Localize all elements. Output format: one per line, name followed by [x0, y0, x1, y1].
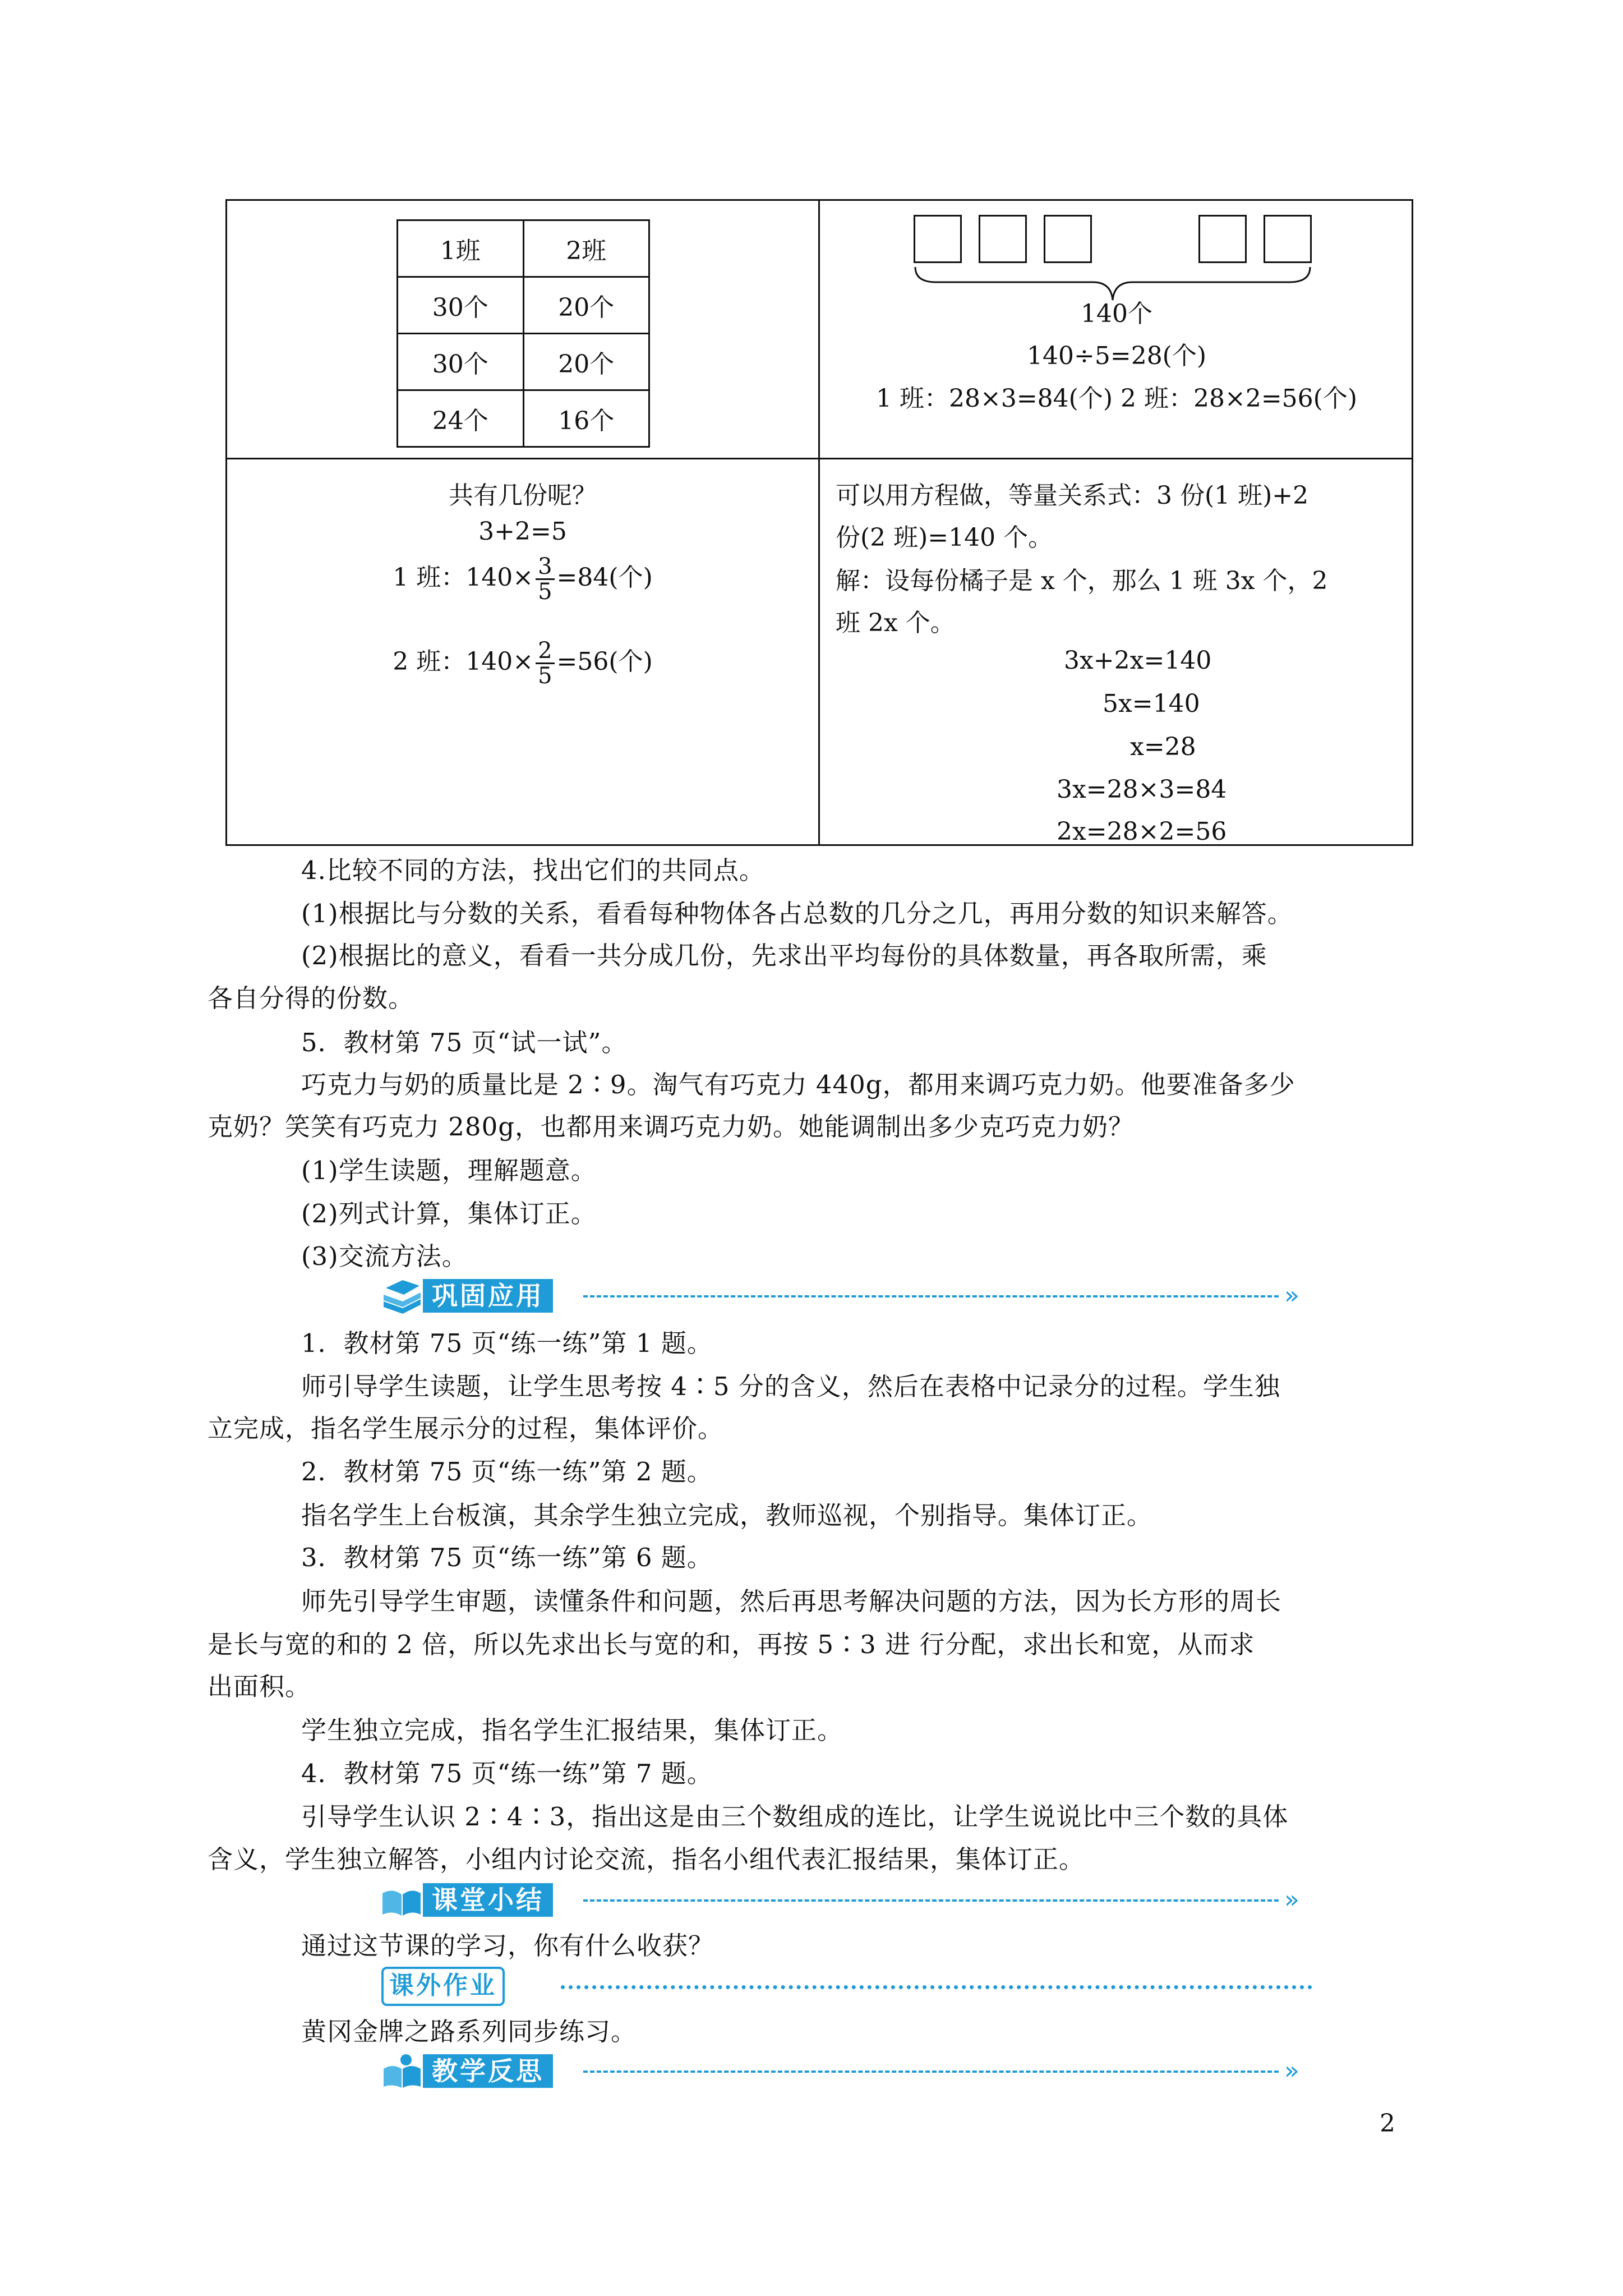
equation-setup-line2: 班 2x 个。 [836, 609, 955, 637]
paragraph: 含义，学生独立解答，小组内讨论交流，指名小组代表汇报结果，集体订正。 [208, 1844, 1085, 1874]
numerator: 2 [536, 639, 554, 664]
paragraph: 3．教材第 75 页“练一练”第 6 题。 [301, 1543, 713, 1572]
reflection-book-icon [380, 2052, 424, 2091]
paragraph: (2)列式计算，集体订正。 [301, 1199, 597, 1228]
banner-dashed-line [583, 1295, 1279, 1297]
open-book-icon [380, 1881, 424, 1920]
equation-step: 5x=140 [1103, 689, 1200, 718]
share-box [979, 215, 1027, 263]
methods-table [225, 199, 1413, 846]
class1-fraction-calc [227, 555, 818, 604]
paragraph: 5．教材第 75 页“试一试”。 [301, 1028, 628, 1057]
banner-label: 巩固应用 [423, 1279, 553, 1313]
paragraph: 师引导学生读题，让学生思考按 4∶5 分的含义，然后在表格中记录分的过程。学生独 [301, 1372, 1280, 1401]
class2-prefix: 2 班：140× [393, 647, 534, 676]
paragraph: (1)学生读题，理解题意。 [301, 1156, 597, 1185]
table-cell: 24个 [398, 390, 524, 447]
share-box [1198, 215, 1247, 263]
cell-equation-method [820, 459, 1413, 846]
paragraph: 学生独立完成，指名学生汇报结果，集体订正。 [301, 1715, 843, 1745]
fraction [536, 639, 554, 688]
paragraph: 1．教材第 75 页“练一练”第 1 题。 [301, 1328, 713, 1358]
banner-label: 课堂小结 [423, 1883, 553, 1917]
total-label: 140个 [1081, 300, 1152, 328]
page-number: 2 [1380, 2109, 1395, 2138]
class2-suffix: =56(个) [556, 647, 653, 676]
class-distribution-table [396, 219, 650, 448]
banner-homework [0, 1967, 1324, 2006]
banner-label: 课外作业 [381, 1967, 505, 2006]
share-sum: 3+2=5 [478, 517, 567, 546]
paragraph: 是长与宽的和的 2 倍，所以先求出长与宽的和，再按 5∶3 进 行分配，求出长和宽，从而求 [208, 1630, 1255, 1659]
paragraph: 黄冈金牌之路系列同步练习。 [301, 2017, 637, 2046]
paragraph: 通过这节课的学习，你有什么收获？ [301, 1931, 714, 1961]
cell-list-method [227, 201, 818, 458]
paragraph: 各自分得的份数。 [208, 983, 414, 1013]
paragraph: 巧克力与奶的质量比是 2∶9。淘气有巧克力 440g，都用来调巧克力奶。他要准备多少 [301, 1070, 1295, 1099]
banner-summary [380, 1881, 1322, 1920]
banner-dotted-line [561, 1985, 1312, 1989]
class-results: 1 班：28×3=84(个) 2 班：28×2=56(个) [875, 384, 1358, 413]
paragraph: 引导学生认识 2∶4∶3，指出这是由三个数组成的连比，让学生说说比中三个数的具体 [301, 1802, 1289, 1832]
paragraph: 4.比较不同的方法，找出它们的共同点。 [301, 855, 765, 885]
share-box [1044, 215, 1092, 263]
banner-label: 教学反思 [423, 2054, 553, 2088]
table-row [398, 390, 649, 447]
equation-intro-line1: 可以用方程做，等量关系式：3 份(1 班)+2 [836, 481, 1309, 510]
paragraph: (2)根据比的意义，看看一共分成几份，先求出平均每份的具体数量，再各取所需，乘 [301, 941, 1267, 970]
class2-fraction-calc [227, 639, 818, 688]
equation-intro-line2: 份(2 班)=140 个。 [836, 523, 1053, 552]
paragraph: 克奶？笑笑有巧克力 280g，也都用来调巧克力奶。她能调制出多少克巧克力奶？ [208, 1112, 1135, 1142]
equation-step: x=28 [1130, 733, 1196, 761]
paragraph: 师先引导学生审题，读懂条件和问题，然后再思考解决问题的方法，因为长方形的周长 [301, 1586, 1282, 1616]
header-class1: 1班 [398, 220, 524, 277]
per-share-calc: 140÷5=28(个) [1026, 342, 1207, 370]
paragraph: (3)交流方法。 [301, 1241, 468, 1271]
table-cell: 30个 [398, 277, 524, 334]
equation-step: 2x=28×2=56 [1057, 817, 1227, 846]
denominator: 5 [538, 663, 552, 689]
paragraph: 立完成，指名学生展示分的过程，集体评价。 [208, 1414, 724, 1443]
table-cell: 30个 [398, 334, 524, 390]
class1-suffix: =84(个) [556, 563, 653, 592]
equation-setup-line1: 解：设每份橘子是 x 个，那么 1 班 3x 个，2 [836, 567, 1328, 595]
banner-consolidate [380, 1277, 1322, 1316]
table-row [398, 220, 649, 277]
book-stack-icon [380, 1277, 424, 1316]
banner-reflection [380, 2052, 1322, 2091]
table-cell: 20个 [523, 277, 649, 334]
banner-dashed-line [583, 2070, 1279, 2073]
equation-step: 3x=28×3=84 [1057, 775, 1227, 804]
paragraph: 4．教材第 75 页“练一练”第 7 题。 [301, 1759, 713, 1788]
double-chevron-icon: » [1284, 1885, 1299, 1914]
paragraph: 2．教材第 75 页“练一练”第 2 题。 [301, 1457, 713, 1487]
paragraph: 出面积。 [208, 1672, 311, 1701]
table-row [398, 334, 649, 390]
denominator: 5 [538, 579, 552, 605]
table-row [398, 277, 649, 334]
paragraph: (1)根据比与分数的关系，看看每种物体各占总数的几分之几，再用分数的知识来解答。 [301, 899, 1293, 928]
table-cell: 16个 [523, 390, 649, 447]
share-box [1264, 215, 1312, 263]
numerator: 3 [536, 555, 554, 580]
header-class2: 2班 [523, 220, 649, 277]
share-box [914, 215, 962, 263]
cell-diagram-method [820, 201, 1413, 458]
share-question: 共有几份呢？ [449, 481, 597, 510]
paragraph: 指名学生上台板演，其余学生独立完成，教师巡视，个别指导。集体订正。 [301, 1501, 1153, 1530]
double-chevron-icon: » [1284, 2056, 1299, 2085]
class1-prefix: 1 班：140× [393, 563, 534, 592]
double-chevron-icon: » [1284, 1281, 1299, 1310]
cell-fraction-method [227, 459, 818, 846]
fraction [536, 555, 554, 604]
table-cell: 20个 [523, 334, 649, 390]
equation-step: 3x+2x=140 [1064, 646, 1212, 675]
banner-dashed-line [583, 1899, 1279, 1902]
